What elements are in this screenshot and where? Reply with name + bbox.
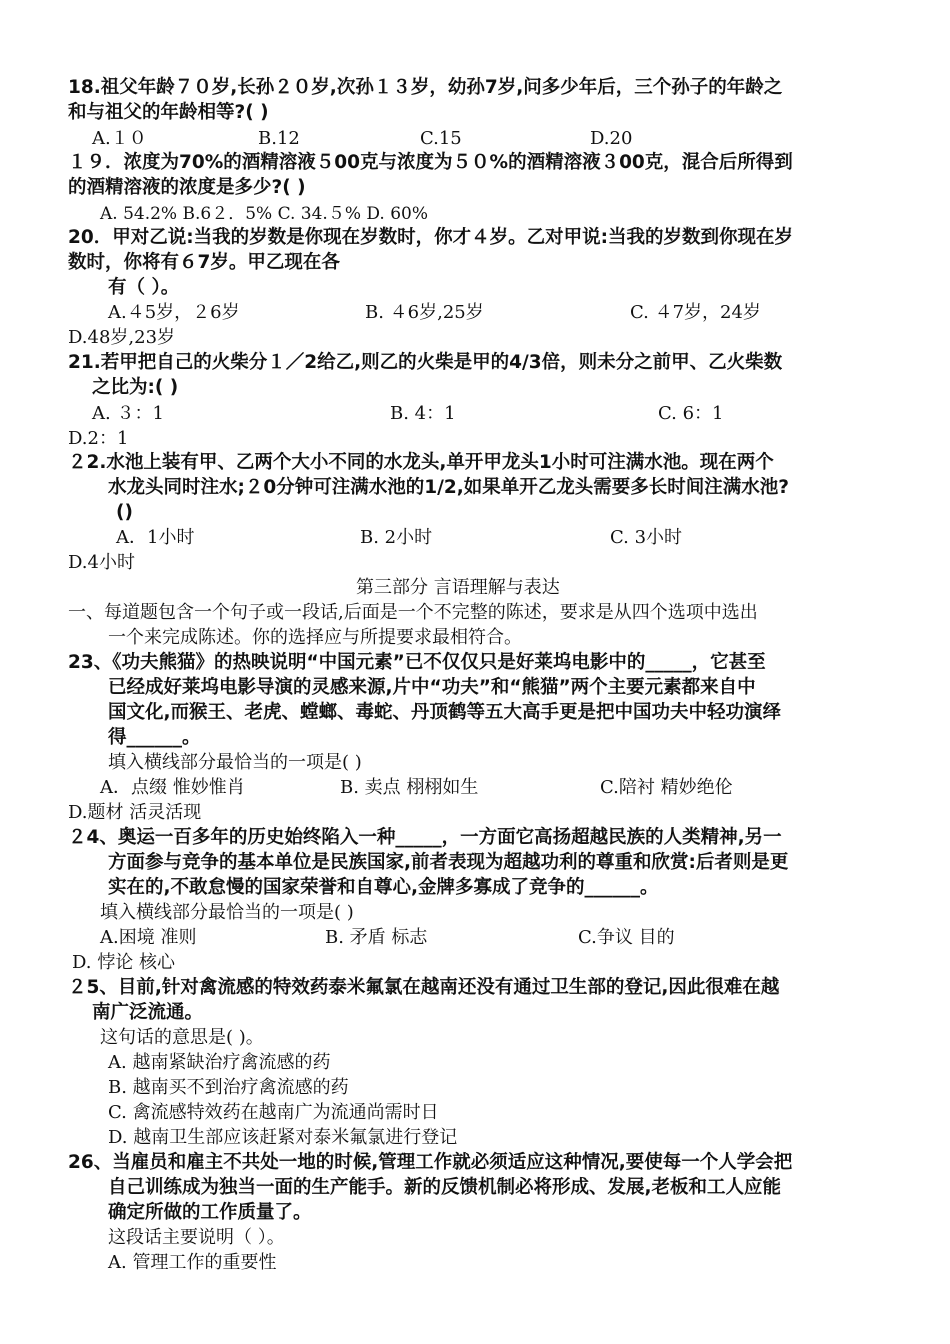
q23-option-a: A．点缀 惟妙惟肖 bbox=[100, 777, 245, 798]
q23-stem-line-1: 23、《功夫熊猫》的热映说明“中国元素”已不仅仅只是好莱坞电影中的_____，它甚至 bbox=[68, 652, 766, 673]
q18-option-c: C.15 bbox=[420, 128, 462, 149]
q23-stem-line-3: 国文化,而猴王、老虎、螳螂、毒蛇、丹顶鹤等五大高手更是把中国功夫中轻功演绎 bbox=[108, 702, 782, 723]
q20-option-a: A.４5岁，２6岁 bbox=[108, 302, 240, 323]
q22-stem-line-2: 水龙头同时注水;２0分钟可注满水池的1/2,如果单开乙龙头需要多长时间注满水池? bbox=[108, 477, 790, 498]
q25-stem-line-2: 南广泛流通。 bbox=[92, 1002, 204, 1023]
q18-stem-line-2: 和与祖父的年龄相等?( ) bbox=[68, 102, 269, 123]
q23-stem-line-4: 得______。 bbox=[108, 727, 201, 748]
q20-option-c: C. ４7岁，24岁 bbox=[630, 302, 761, 323]
q19-options: A. 54.2% B.6２．5% C. 34.５% D. 60% bbox=[100, 204, 428, 224]
q25-option-d: D. 越南卫生部应该赶紧对泰米氟氯进行登记 bbox=[108, 1127, 458, 1148]
q20-stem-line-2: 数时，你将有６7岁。甲乙现在各 bbox=[68, 252, 340, 273]
q22-option-d: D.4小时 bbox=[68, 552, 135, 573]
q21-option-a: A. ３：1 bbox=[92, 403, 164, 424]
q24-option-b: B. 矛盾 标志 bbox=[325, 927, 428, 948]
q20-stem-line-1: 20．甲对乙说:当我的岁数是你现在岁数时，你才４岁。乙对甲说:当我的岁数到你现在岁 bbox=[68, 227, 794, 248]
q26-stem-line-1: 26、当雇员和雇主不共处一地的时候,管理工作就必须适应这种情况,要使每一个人学会把 bbox=[68, 1152, 793, 1173]
q24-stem-line-3: 实在的,不敢怠慢的国家荣誉和自尊心,金牌多寡成了竞争的______。 bbox=[108, 877, 659, 898]
q22-option-c: C. 3小时 bbox=[610, 527, 683, 548]
q21-stem-line-2: 之比为:( ) bbox=[92, 377, 179, 398]
q24-stem-line-2: 方面参与竞争的基本单位是民族国家,前者表现为超越功利的尊重和欣赏:后者则是更 bbox=[108, 852, 789, 873]
q25-option-c: C. 禽流感特效药在越南广为流通尚需时日 bbox=[108, 1102, 439, 1123]
q18-option-b: B.12 bbox=[258, 128, 300, 149]
q24-stem-line-1: ２4、奥运一百多年的历史始终陷入一种_____，一方面它高扬超越民族的人类精神,另一 bbox=[68, 827, 782, 848]
q23-option-c: C.陪衬 精妙绝伦 bbox=[600, 777, 733, 798]
q19-stem-line-2: 的酒精溶液的浓度是多少?( ) bbox=[68, 177, 306, 198]
q22-option-b: B. 2小时 bbox=[360, 527, 433, 548]
q25-option-a: A. 越南紧缺治疗禽流感的药 bbox=[108, 1052, 331, 1073]
q20-option-b: B. ４6岁,25岁 bbox=[365, 302, 484, 323]
q22-stem-line-1: ２2.水池上装有甲、乙两个大小不同的水龙头,单开甲龙头1小时可注满水池。现在两个 bbox=[68, 452, 774, 473]
q22-stem-line-3: () bbox=[116, 502, 133, 523]
q25-stem-line-1: ２5、目前,针对禽流感的特效药泰米氟氯在越南还没有通过卫生部的登记,因此很难在越 bbox=[68, 977, 780, 998]
q21-stem-line-1: 21.若甲把自己的火柴分１／2给乙,则乙的火柴是甲的4/3倍，则未分之前甲、乙火柴数 bbox=[68, 352, 783, 373]
part3-instruction-line-1: 一、每道题包含一个句子或一段话,后面是一个不完整的陈述，要求是从四个选项中选出 bbox=[68, 602, 758, 623]
q26-prompt: 这段话主要说明（ ）。 bbox=[108, 1227, 285, 1248]
q26-stem-line-2: 自己训练成为独当一面的生产能手。新的反馈机制必将形成、发展,老板和工人应能 bbox=[108, 1177, 782, 1198]
part3-instruction-line-2: 一个来完成陈述。你的选择应与所提要求最相符合。 bbox=[108, 627, 522, 648]
q21-option-c: C. 6：1 bbox=[658, 403, 724, 424]
q23-option-d: D.题材 活灵活现 bbox=[68, 802, 202, 823]
part3-title: 第三部分 言语理解与表达 bbox=[356, 577, 560, 598]
q23-prompt: 填入横线部分最恰当的一项是( ) bbox=[108, 752, 362, 773]
q20-stem-line-3: 有（ ）。 bbox=[108, 277, 180, 298]
q19-stem-line-1: １９．浓度为70%的酒精溶液５00克与浓度为５０%的酒精溶液３00克，混合后所得到 bbox=[68, 152, 793, 173]
q18-option-d: D.20 bbox=[590, 128, 633, 149]
q21-option-d: D.2：1 bbox=[68, 428, 129, 449]
q24-prompt: 填入横线部分最恰当的一项是( ) bbox=[100, 902, 354, 923]
q18-stem-line-1: 18.祖父年龄７０岁,长孙２０岁,次孙１３岁，幼孙7岁,问多少年后，三个孙子的年龄之 bbox=[68, 77, 783, 98]
q26-option-a: A. 管理工作的重要性 bbox=[108, 1252, 277, 1273]
q25-prompt: 这句话的意思是( )。 bbox=[100, 1027, 264, 1048]
q18-option-a: A.１０ bbox=[92, 128, 147, 149]
q23-option-b: B. 卖点 栩栩如生 bbox=[340, 777, 479, 798]
q24-option-c: C.争议 目的 bbox=[578, 927, 675, 948]
q22-option-a: A．1小时 bbox=[116, 527, 195, 548]
q20-option-d: D.48岁,23岁 bbox=[68, 327, 176, 348]
q25-option-b: B. 越南买不到治疗禽流感的药 bbox=[108, 1077, 349, 1098]
q23-stem-line-2: 已经成好莱坞电影导演的灵感来源,片中“功夫”和“熊猫”两个主要元素都来自中 bbox=[108, 677, 756, 698]
q24-option-d: D. 悖论 核心 bbox=[72, 952, 175, 973]
q26-stem-line-3: 确定所做的工作质量了。 bbox=[108, 1202, 312, 1223]
q24-option-a: A.困境 准则 bbox=[100, 927, 197, 948]
q21-option-b: B. 4：1 bbox=[390, 403, 456, 424]
